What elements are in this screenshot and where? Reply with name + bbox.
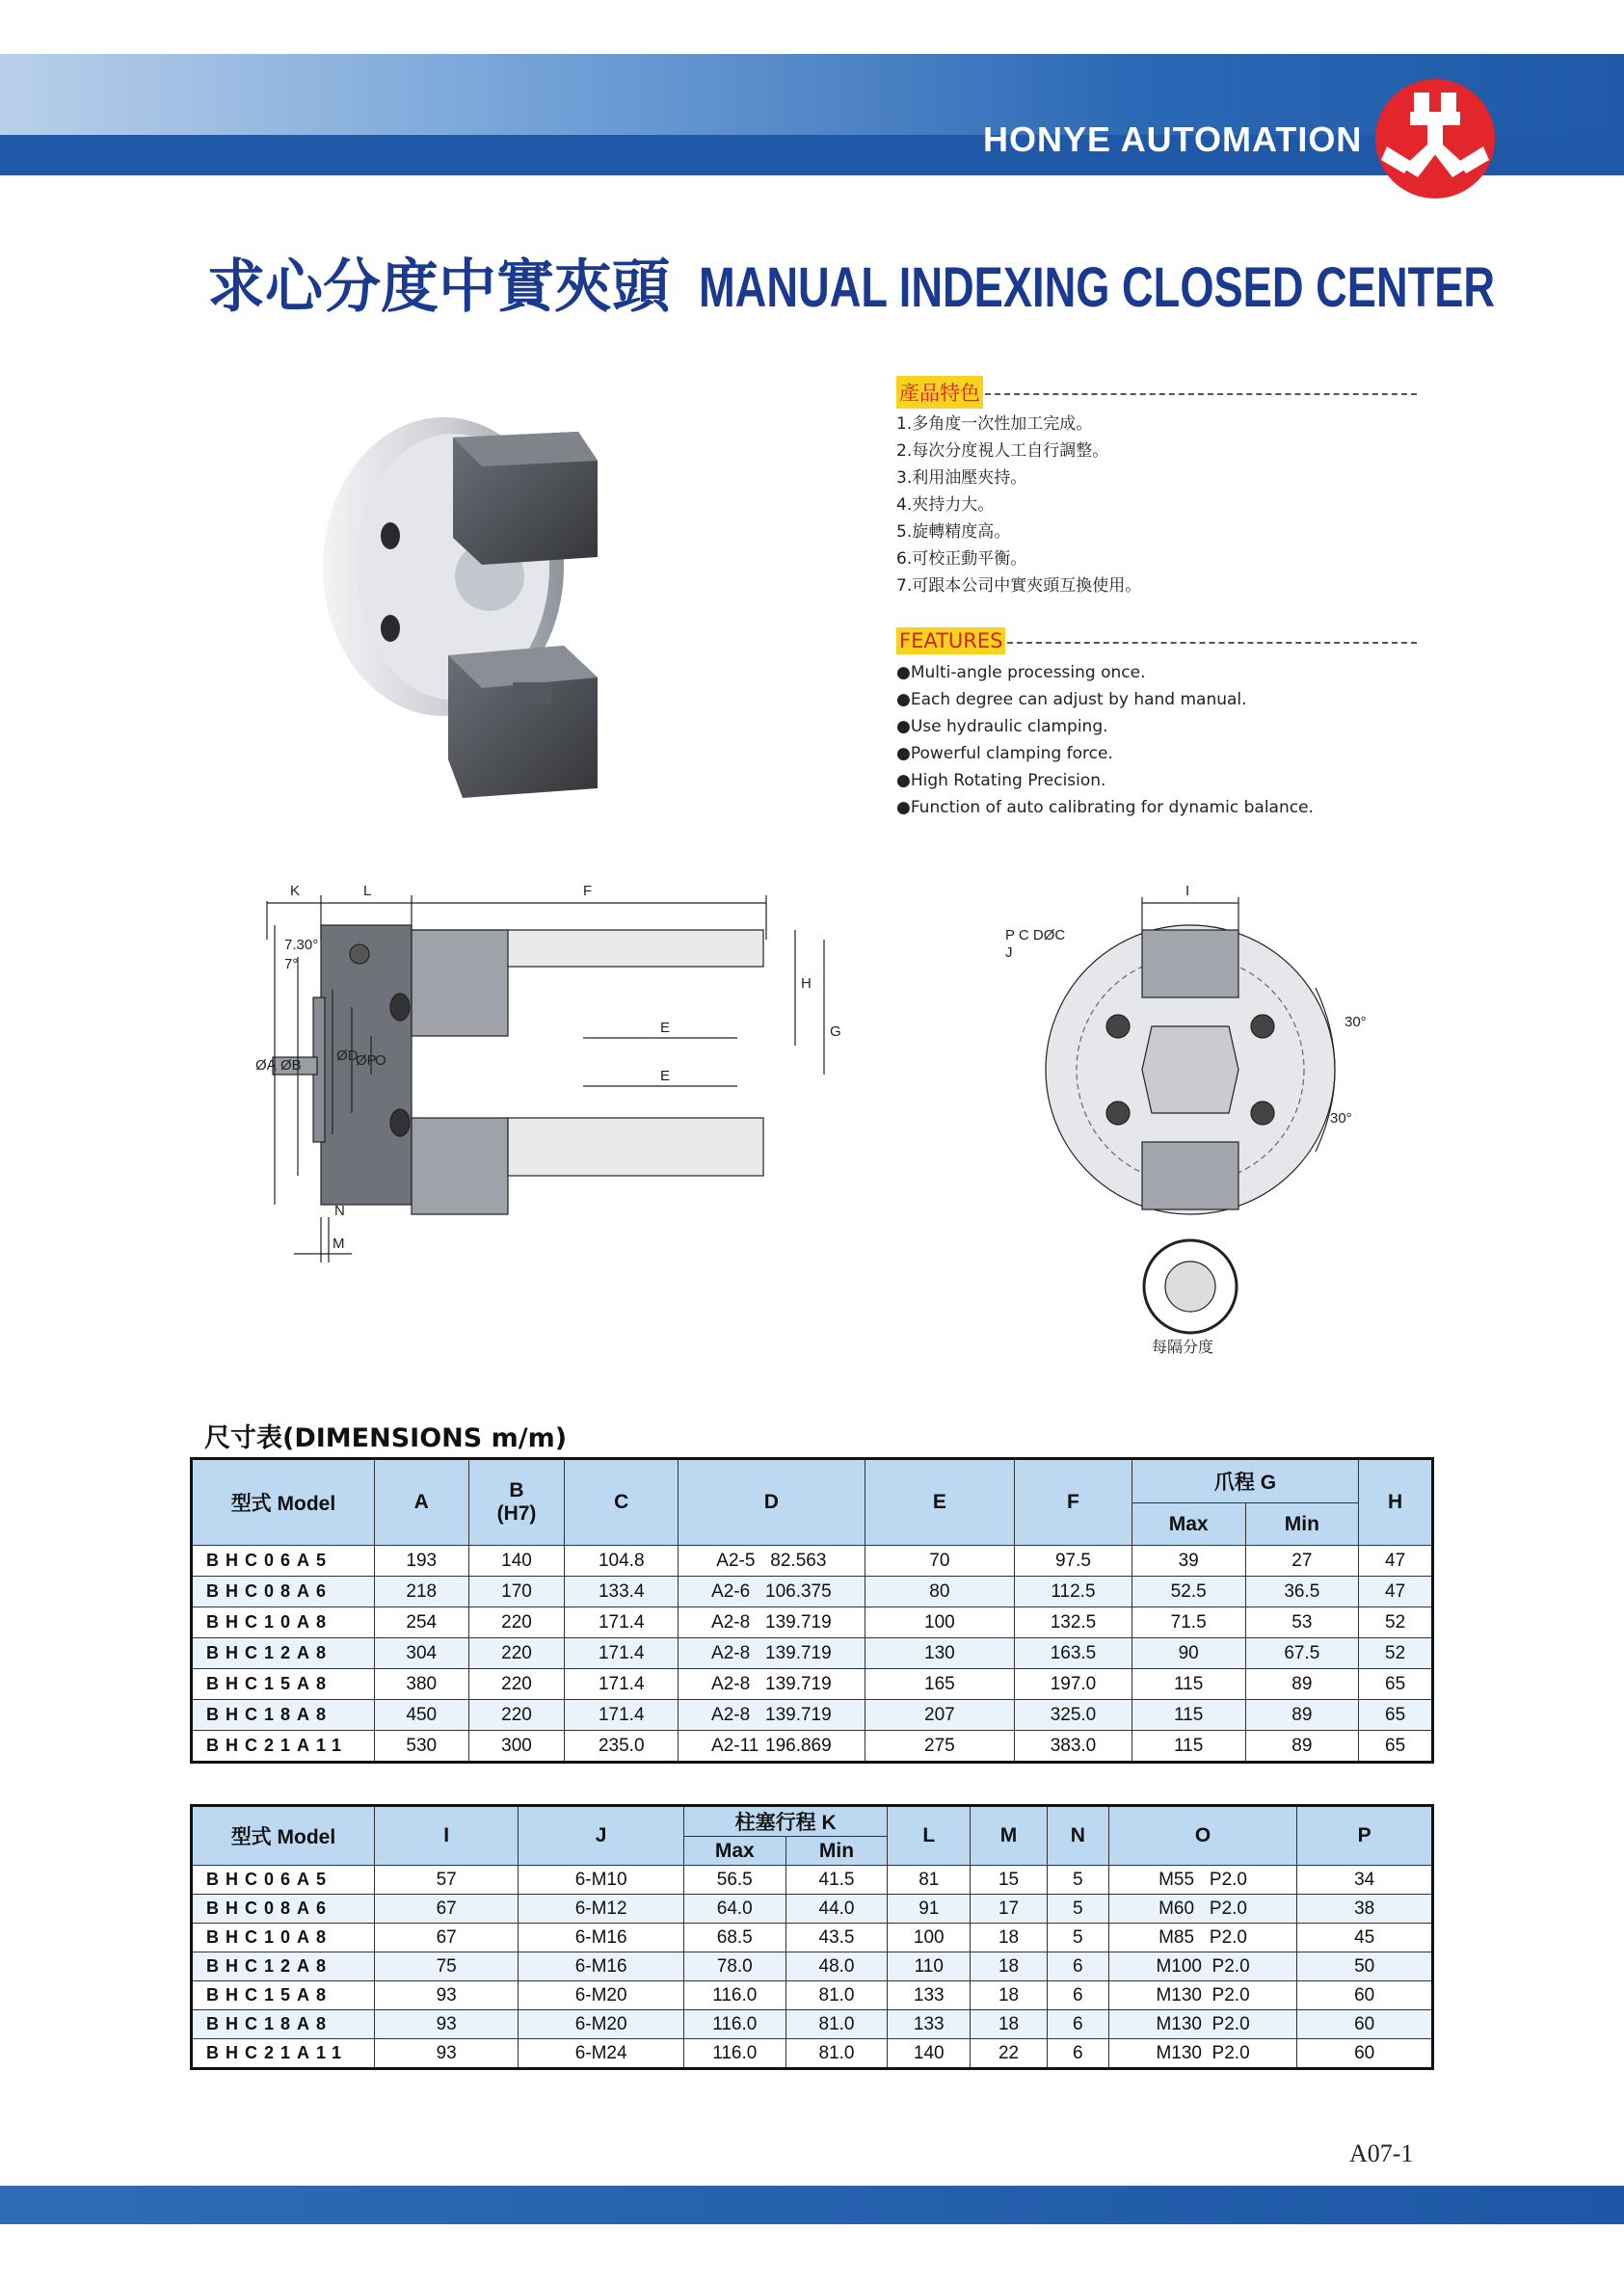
cell-j: 6-M20 [519, 1981, 683, 2010]
cell-e: 80 [865, 1577, 1015, 1607]
cell-f: 132.5 [1015, 1607, 1132, 1638]
cell-o: M130 P2.0 [1108, 2039, 1297, 2069]
cell-i: 57 [374, 1866, 519, 1895]
title-en: MANUAL INDEXING CLOSED CENTER [699, 256, 1496, 319]
cell-d-value: 82.563 [770, 1550, 827, 1571]
dim-label-i: I [1185, 883, 1190, 899]
cell-h: 47 [1359, 1577, 1433, 1607]
cell-g-min: 36.5 [1245, 1577, 1359, 1607]
cell-k-min: 43.5 [785, 1924, 888, 1952]
cell-k-max: 64.0 [683, 1895, 785, 1924]
cell-g-max: 115 [1131, 1669, 1245, 1700]
cell-a: 193 [374, 1546, 468, 1577]
table-row [192, 1866, 1433, 1895]
cell-c: 171.4 [565, 1638, 679, 1669]
cell-b: 300 [468, 1731, 565, 1763]
cell-h: 65 [1359, 1669, 1433, 1700]
cell-e: 165 [865, 1669, 1015, 1700]
col-header-p: P [1297, 1806, 1433, 1866]
cell-g-max: 52.5 [1131, 1577, 1245, 1607]
cell-n: 6 [1047, 1981, 1108, 2010]
cell-model: BHC06A5 [192, 1866, 375, 1895]
dimensions-title: 尺寸表(DIMENSIONS m/m) [204, 1423, 568, 1453]
cell-c: 104.8 [565, 1546, 679, 1577]
cell-model: BHC21A11 [192, 2039, 375, 2069]
cell-d [679, 1731, 865, 1763]
cell-g-max: 71.5 [1131, 1607, 1245, 1638]
dim-label-l: L [363, 883, 372, 899]
cell-e: 130 [865, 1638, 1015, 1669]
dim-label-f: F [583, 883, 593, 899]
cell-f: 163.5 [1015, 1638, 1132, 1669]
list-item: 2.每次分度視人工自行調整。 [896, 441, 1109, 461]
cell-f: 112.5 [1015, 1577, 1132, 1607]
table-row [192, 2010, 1433, 2039]
angle-label-30-bottom: 30° [1330, 1110, 1352, 1127]
list-item: 4.夾持力大。 [896, 495, 995, 515]
cell-j: 6-M16 [519, 1924, 683, 1952]
col-header-i: I [374, 1806, 519, 1866]
product-photo [299, 403, 617, 808]
cell-a: 450 [374, 1700, 468, 1731]
angle-label-1: 7° [284, 956, 299, 972]
cell-k-min: 81.0 [785, 2010, 888, 2039]
col-header-m: M [971, 1806, 1048, 1866]
cell-l: 133 [888, 2010, 971, 2039]
cell-f: 197.0 [1015, 1669, 1132, 1700]
table-row [192, 1981, 1433, 2010]
cell-i: 93 [374, 1981, 519, 2010]
col-header-a: A [374, 1459, 468, 1546]
cell-d-value: 139.719 [765, 1642, 832, 1663]
cell-o: M130 P2.0 [1108, 1981, 1297, 2010]
dim-label-d: ØD [336, 1048, 359, 1064]
cell-a: 254 [374, 1607, 468, 1638]
front-view-drawing [998, 882, 1383, 1354]
cell-o: M60 P2.0 [1108, 1895, 1297, 1924]
cell-i: 67 [374, 1924, 519, 1952]
angle-label-30-top: 30° [1344, 1014, 1367, 1030]
footer-band [0, 2186, 1624, 2224]
cell-k-min: 81.0 [785, 2039, 888, 2069]
cell-k-max: 116.0 [683, 2039, 785, 2069]
col-header-k-min: Min [785, 1837, 888, 1866]
cell-f: 97.5 [1015, 1546, 1132, 1577]
dimensions-table-2 [190, 1804, 1434, 2070]
cell-model: BHC15A8 [192, 1981, 375, 2010]
list-item: ●Powerful clamping force. [896, 744, 1113, 763]
cell-k-min: 81.0 [785, 1981, 888, 2010]
col-header-g-min: Min [1245, 1503, 1359, 1546]
cell-i: 93 [374, 2039, 519, 2069]
dim-label-k: K [290, 883, 301, 899]
col-header-g: 爪程 G [1131, 1459, 1358, 1503]
cell-a: 380 [374, 1669, 468, 1700]
cell-n: 6 [1047, 2010, 1108, 2039]
cell-p: 60 [1297, 2010, 1433, 2039]
cell-d-value: 139.719 [765, 1611, 832, 1633]
list-item: ●High Rotating Precision. [896, 771, 1106, 790]
cell-e: 275 [865, 1731, 1015, 1763]
col-header-c: C [565, 1459, 679, 1546]
angle-label-2: 7.30° [284, 937, 319, 953]
table-row [192, 1952, 1433, 1981]
dim-label-m: M [333, 1235, 345, 1252]
cell-m: 17 [971, 1895, 1048, 1924]
side-view-drawing [255, 882, 853, 1267]
cell-c: 235.0 [565, 1731, 679, 1763]
cell-o: M100 P2.0 [1108, 1952, 1297, 1981]
cell-a: 304 [374, 1638, 468, 1669]
cell-model: BHC18A8 [192, 2010, 375, 2039]
cell-b: 140 [468, 1546, 565, 1577]
cell-p: 50 [1297, 1952, 1433, 1981]
col-header-k: 柱塞行程 K [683, 1806, 888, 1837]
dim-label-p: ØP [356, 1052, 377, 1069]
col-header-d: D [679, 1459, 865, 1546]
dim-label-pcd: P C DØC [1005, 927, 1066, 943]
col-header-model: 型式 Model [192, 1459, 375, 1546]
cell-h: 52 [1359, 1607, 1433, 1638]
cell-d [679, 1638, 865, 1669]
indexing-caption: 每隔分度 [1152, 1340, 1214, 1354]
cell-a: 218 [374, 1577, 468, 1607]
dim-label-e1: E [660, 1020, 671, 1036]
cell-n: 5 [1047, 1866, 1108, 1895]
cell-e: 100 [865, 1607, 1015, 1638]
cell-l: 140 [888, 2039, 971, 2069]
cell-g-max: 115 [1131, 1700, 1245, 1731]
cell-n: 5 [1047, 1924, 1108, 1952]
page-title [207, 241, 1624, 324]
cell-l: 100 [888, 1924, 971, 1952]
col-header-o: O [1108, 1806, 1297, 1866]
cell-i: 93 [374, 2010, 519, 2039]
cell-j: 6-M12 [519, 1895, 683, 1924]
table-row [192, 1546, 1433, 1577]
cell-h: 47 [1359, 1546, 1433, 1577]
cell-k-max: 56.5 [683, 1866, 785, 1895]
cell-d-standard: A2-8 [711, 1642, 751, 1663]
cell-d-standard: A2-8 [711, 1611, 751, 1633]
col-header-model: 型式 Model [192, 1806, 375, 1866]
features-en-list [896, 659, 1417, 821]
cell-d [679, 1546, 865, 1577]
cell-i: 75 [374, 1952, 519, 1981]
table-row [192, 1924, 1433, 1952]
features-en-divider [1007, 642, 1417, 644]
cell-k-min: 44.0 [785, 1895, 888, 1924]
cell-model: BHC10A8 [192, 1924, 375, 1952]
cell-i: 67 [374, 1895, 519, 1924]
cell-model: BHC18A8 [192, 1700, 375, 1731]
cell-g-max: 39 [1131, 1546, 1245, 1577]
cell-k-max: 68.5 [683, 1924, 785, 1952]
cell-g-min: 89 [1245, 1700, 1359, 1731]
col-header-f: F [1015, 1459, 1132, 1546]
table-row [192, 1895, 1433, 1924]
col-header-h: H [1359, 1459, 1433, 1546]
cell-p: 34 [1297, 1866, 1433, 1895]
cell-o: M55 P2.0 [1108, 1866, 1297, 1895]
features-zh-section [896, 376, 1417, 599]
cell-c: 133.4 [565, 1577, 679, 1607]
cell-a: 530 [374, 1731, 468, 1763]
dim-label-g: G [830, 1023, 841, 1040]
cell-d-standard: A2-8 [711, 1673, 751, 1694]
cell-k-max: 116.0 [683, 1981, 785, 2010]
cell-d-standard: A2-8 [711, 1704, 751, 1725]
cell-g-max: 115 [1131, 1731, 1245, 1763]
cell-m: 15 [971, 1866, 1048, 1895]
table-row [192, 1577, 1433, 1607]
cell-d-value: 139.719 [765, 1704, 832, 1725]
cell-model: BHC10A8 [192, 1607, 375, 1638]
cell-j: 6-M24 [519, 2039, 683, 2069]
cell-l: 91 [888, 1895, 971, 1924]
dim-label-b: ØB [280, 1057, 302, 1074]
cell-l: 110 [888, 1952, 971, 1981]
cell-b: 220 [468, 1607, 565, 1638]
col-header-j: J [519, 1806, 683, 1866]
cell-m: 22 [971, 2039, 1048, 2069]
cell-f: 325.0 [1015, 1700, 1132, 1731]
cell-model: BHC06A5 [192, 1546, 375, 1577]
dim-label-o: O [375, 1052, 386, 1069]
cell-model: BHC15A8 [192, 1669, 375, 1700]
col-header-n: N [1047, 1806, 1108, 1866]
cell-j: 6-M20 [519, 2010, 683, 2039]
honye-logo-icon [1373, 77, 1497, 200]
cell-c: 171.4 [565, 1607, 679, 1638]
cell-j: 6-M16 [519, 1952, 683, 1981]
features-zh-list [896, 411, 1417, 599]
cell-p: 60 [1297, 1981, 1433, 2010]
col-header-e: E [865, 1459, 1015, 1546]
table-row [192, 1669, 1433, 1700]
cell-h: 65 [1359, 1700, 1433, 1731]
cell-n: 5 [1047, 1895, 1108, 1924]
features-en-section [896, 624, 1417, 821]
cell-d [679, 1577, 865, 1607]
cell-g-min: 27 [1245, 1546, 1359, 1577]
cell-g-min: 89 [1245, 1731, 1359, 1763]
cell-model: BHC08A6 [192, 1895, 375, 1924]
list-item: 5.旋轉精度高。 [896, 522, 1011, 542]
table-row [192, 1731, 1433, 1763]
dim-label-e2: E [660, 1068, 671, 1084]
cell-model: BHC21A11 [192, 1731, 375, 1763]
cell-m: 18 [971, 1952, 1048, 1981]
cell-d-value: 106.375 [765, 1580, 832, 1602]
cell-b: 220 [468, 1669, 565, 1700]
dim-label-j: J [1005, 944, 1013, 961]
title-zh: 求心分度中實夾頭 [207, 254, 670, 319]
col-header-k-max: Max [683, 1837, 785, 1866]
cell-h: 65 [1359, 1731, 1433, 1763]
cell-n: 6 [1047, 2039, 1108, 2069]
table-row [192, 1607, 1433, 1638]
list-item: ●Function of auto calibrating for dynamic balance. [896, 798, 1314, 817]
cell-c: 171.4 [565, 1669, 679, 1700]
cell-m: 18 [971, 2010, 1048, 2039]
list-item: 1.多角度一次性加工完成。 [896, 414, 1093, 434]
table-row [192, 1638, 1433, 1669]
cell-j: 6-M10 [519, 1866, 683, 1895]
dim-label-n: N [334, 1203, 345, 1219]
cell-o: M130 P2.0 [1108, 2010, 1297, 2039]
cell-c: 171.4 [565, 1700, 679, 1731]
cell-g-min: 67.5 [1245, 1638, 1359, 1669]
features-zh-divider [985, 393, 1417, 395]
cell-p: 38 [1297, 1895, 1433, 1924]
cell-l: 81 [888, 1866, 971, 1895]
cell-d [679, 1700, 865, 1731]
cell-b: 220 [468, 1700, 565, 1731]
cell-d-standard: A2-5 [716, 1550, 756, 1571]
cell-e: 70 [865, 1546, 1015, 1577]
list-item: ●Use hydraulic clamping. [896, 717, 1108, 736]
cell-e: 207 [865, 1700, 1015, 1731]
cell-model: BHC12A8 [192, 1638, 375, 1669]
col-header-b: B (H7) [468, 1459, 565, 1546]
col-header-l: L [888, 1806, 971, 1866]
cell-p: 60 [1297, 2039, 1433, 2069]
cell-d [679, 1607, 865, 1638]
cell-g-min: 89 [1245, 1669, 1359, 1700]
cell-d-standard: A2-11 [711, 1735, 759, 1756]
brand-name: HONYE AUTOMATION [983, 120, 1363, 159]
cell-k-min: 48.0 [785, 1952, 888, 1981]
cell-b: 170 [468, 1577, 565, 1607]
cell-m: 18 [971, 1981, 1048, 2010]
table-row [192, 2039, 1433, 2069]
cell-model: BHC08A6 [192, 1577, 375, 1607]
cell-k-max: 116.0 [683, 2010, 785, 2039]
cell-g-max: 90 [1131, 1638, 1245, 1669]
list-item: ●Multi-angle processing once. [896, 663, 1146, 682]
cell-h: 52 [1359, 1638, 1433, 1669]
cell-d [679, 1669, 865, 1700]
cell-d-value: 196.869 [765, 1735, 832, 1756]
cell-p: 45 [1297, 1924, 1433, 1952]
cell-f: 383.0 [1015, 1731, 1132, 1763]
list-item: 3.利用油壓夾持。 [896, 468, 1027, 488]
cell-m: 18 [971, 1924, 1048, 1952]
cell-d-standard: A2-6 [711, 1580, 751, 1602]
dim-label-a: ØA [255, 1057, 277, 1074]
list-item: 7.可跟本公司中實夾頭互換使用。 [896, 576, 1142, 596]
dim-label-h: H [801, 975, 812, 992]
cell-o: M85 P2.0 [1108, 1924, 1297, 1952]
list-item: ●Each degree can adjust by hand manual. [896, 690, 1247, 709]
col-header-g-max: Max [1131, 1503, 1245, 1546]
page-number: A07-1 [1349, 2139, 1414, 2167]
cell-model: BHC12A8 [192, 1952, 375, 1981]
list-item: 6.可校正動平衡。 [896, 549, 1027, 569]
cell-k-min: 41.5 [785, 1866, 888, 1895]
cell-b: 220 [468, 1638, 565, 1669]
cell-k-max: 78.0 [683, 1952, 785, 1981]
dimensions-table-1 [190, 1457, 1434, 1764]
features-zh-heading: 產品特色 [896, 376, 983, 409]
features-en-heading: FEATURES [896, 627, 1005, 654]
cell-l: 133 [888, 1981, 971, 2010]
cell-g-min: 53 [1245, 1607, 1359, 1638]
cell-n: 6 [1047, 1952, 1108, 1981]
cell-d-value: 139.719 [765, 1673, 832, 1694]
table-row [192, 1700, 1433, 1731]
